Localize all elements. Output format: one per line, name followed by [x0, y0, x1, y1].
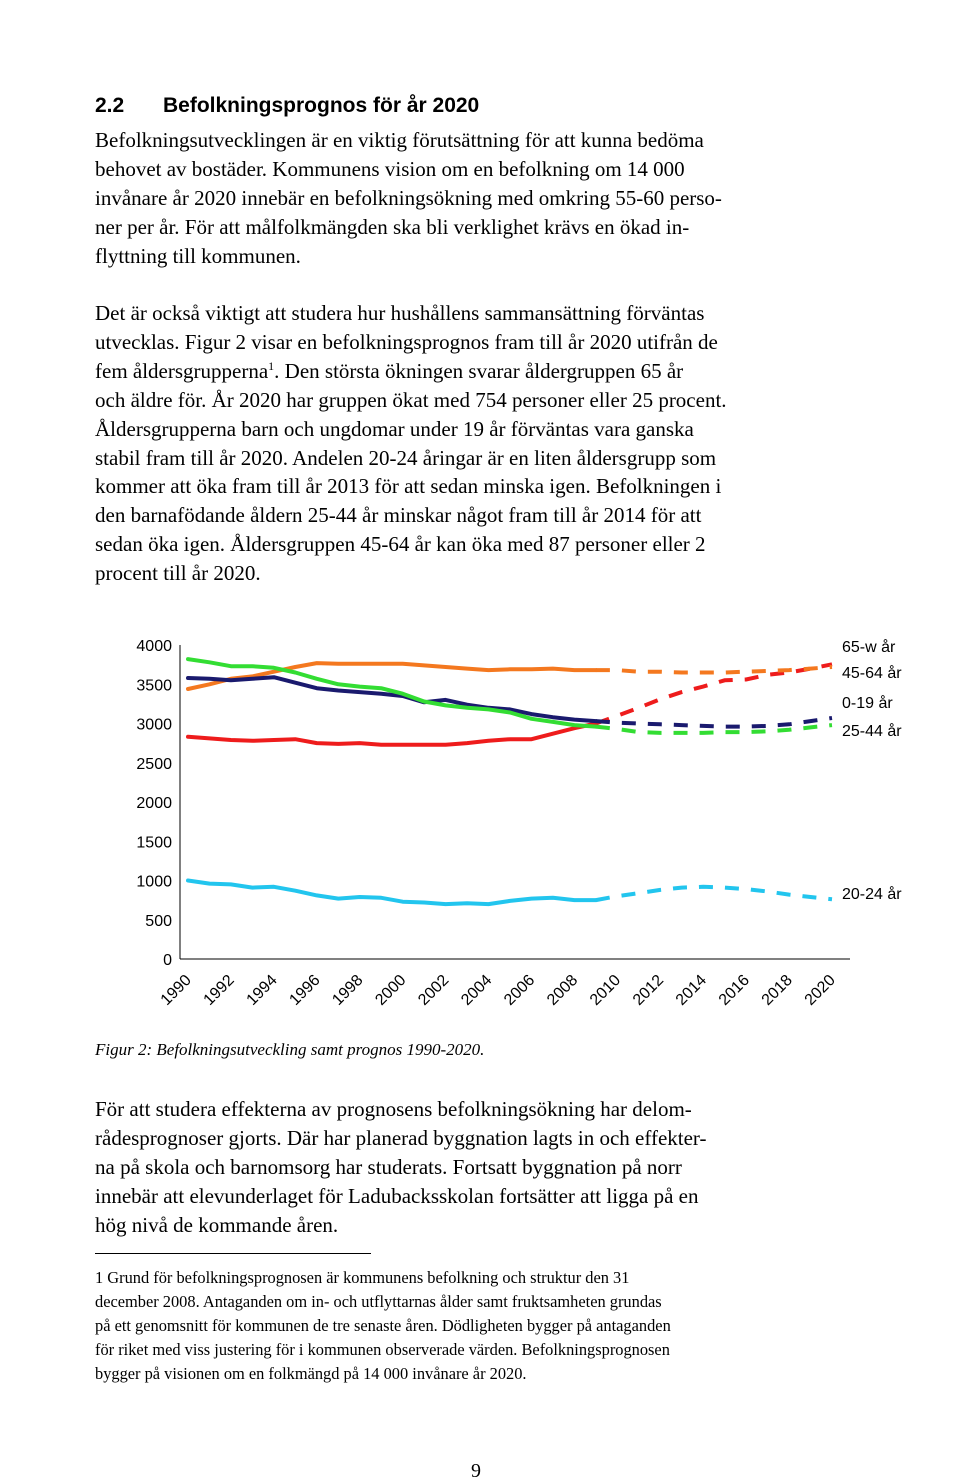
y-tick-label: 1500	[136, 834, 172, 852]
footnote-line: 1 Grund för befolkningsprognosen är kommunens befolkning och struktur den 31	[95, 1268, 630, 1287]
footnote-line: för riket med viss justering för i kommunen observerade värden. Befolkningsprognosen	[95, 1340, 670, 1359]
analysis-paragraph	[95, 299, 865, 588]
text-line: den barnafödande åldern 25-44 år minskar något fram till år 2014 för att	[95, 503, 702, 528]
closing-paragraph	[95, 1095, 865, 1240]
series-line-prognosis	[596, 718, 832, 727]
y-tick-label: 500	[145, 912, 172, 930]
text-line: innebär att elevunderlaget för Ladubacksskolan fortsätter att ligga på en	[95, 1183, 699, 1208]
population-line-chart	[0, 620, 960, 1030]
text-line: Det är också viktigt att studera hur hushållens sammansättning förväntas	[95, 301, 705, 325]
x-tick-label: 1998	[329, 971, 367, 1009]
text-line	[95, 357, 865, 386]
y-tick-label: 1000	[136, 873, 172, 891]
x-tick-label: 2020	[801, 971, 839, 1009]
series-line-actual	[188, 881, 596, 905]
section-title: Befolkningsprognos för år 2020	[163, 94, 480, 117]
text-line: sedan öka igen. Åldersgruppen 45-64 år kan öka med 87 personer eller 2	[95, 532, 706, 557]
x-tick-label: 2006	[501, 971, 539, 1009]
series-line-prognosis	[596, 887, 832, 900]
series-labels	[842, 638, 902, 903]
text-line: stabil fram till år 2020. Andelen 20-24 åringar är en liten åldersgrupp som	[95, 445, 717, 470]
x-tick-label: 2000	[372, 971, 410, 1009]
text-line: ner per år. För att målfolkmängden ska bli verklighet krävs en ökad in-	[95, 214, 690, 239]
footnote-divider	[95, 1253, 371, 1254]
text-line: invånare år 2020 innebär en befolkningsökning med omkring 55-60 perso-	[95, 185, 722, 210]
text-fragment: . Den största ökningen svarar åldergruppen 65 år	[274, 358, 684, 383]
x-tick-label: 2018	[758, 971, 796, 1009]
y-tick-label: 0	[163, 952, 172, 969]
text-line: och äldre för. År 2020 har gruppen ökat med 754 personer eller 25 procent.	[95, 387, 727, 412]
x-tick-label: 1990	[157, 971, 195, 1009]
x-tick-label: 2008	[544, 971, 582, 1009]
page-number: 9	[471, 1460, 481, 1482]
text-line: För att studera effekterna av prognosens befolkningsökning har delom-	[95, 1097, 692, 1121]
x-tick-label: 1996	[286, 971, 324, 1009]
x-tick-label: 2002	[415, 971, 453, 1009]
text-line: Åldersgrupperna barn och ungdomar under 19 år förväntas vara ganska	[95, 416, 694, 441]
x-tick-label: 2010	[586, 971, 625, 1009]
y-axis-labels	[136, 638, 172, 969]
x-tick-label: 2014	[672, 971, 711, 1009]
chart-axes	[180, 645, 850, 959]
x-tick-label: 1992	[200, 971, 238, 1009]
x-tick-label: 2004	[458, 971, 496, 1009]
y-tick-label: 3000	[136, 716, 172, 734]
y-tick-label: 2000	[136, 795, 172, 812]
y-tick-label: 3500	[136, 677, 172, 695]
y-tick-label: 4000	[136, 638, 172, 655]
text-line: hög nivå de kommande åren.	[95, 1212, 339, 1237]
section-heading	[95, 94, 479, 118]
footnote	[95, 1266, 865, 1386]
section-number: 2.2	[95, 94, 125, 117]
footnote-line: bygger på visionen om en folkmängd på 14 000 invånare år 2020.	[95, 1364, 527, 1383]
text-line: Befolkningsutvecklingen är en viktig förutsättning för att kunna bedöma	[95, 128, 704, 152]
series-label: 25-44 år	[842, 723, 902, 740]
series-lines	[188, 659, 832, 904]
footnote-line: på ett genomsnitt för kommunen de tre senaste åren. Dödligheten bygger på antaganden	[95, 1316, 671, 1335]
series-line-prognosis	[596, 664, 832, 723]
x-tick-label: 2012	[629, 971, 668, 1009]
series-label: 20-24 år	[842, 886, 902, 903]
x-tick-label: 1994	[243, 971, 281, 1009]
text-line: behovet av bostäder. Kommunens vision om en befolkning om 14 000	[95, 156, 685, 181]
series-label: 0-19 år	[842, 695, 893, 712]
footnote-line: december 2008. Antaganden om in- och utflyttarnas ålder samt fruktsamheten grundas	[95, 1292, 662, 1311]
text-line: rådesprognoser gjorts. Där har planerad byggnation lagts in och effekter-	[95, 1125, 707, 1150]
text-line: procent till år 2020.	[95, 561, 261, 586]
intro-paragraph	[95, 126, 865, 271]
footnote-marker: 1	[268, 358, 275, 373]
text-line: utvecklas. Figur 2 visar en befolkningsprognos fram till år 2020 utifrån de	[95, 329, 718, 354]
series-label: 65-w år	[842, 639, 896, 656]
text-line: kommer att öka fram till år 2013 för att sedan minska igen. Befolkningen i	[95, 474, 722, 499]
text-line: na på skola och barnomsorg har studerats. Fortsatt byggnation på norr	[95, 1154, 682, 1179]
series-line-actual	[188, 724, 596, 745]
text-fragment: fem åldersgrupperna	[95, 358, 269, 383]
series-label: 45-64 år	[842, 665, 902, 682]
figure-caption: Figur 2: Befolkningsutveckling samt prognos 1990-2020.	[95, 1040, 485, 1059]
series-line-actual	[188, 677, 596, 721]
y-tick-label: 2500	[136, 755, 172, 773]
x-axis-labels	[158, 972, 839, 1009]
text-line: flyttning till kommunen.	[95, 243, 301, 268]
series-line-prognosis	[596, 725, 832, 733]
x-tick-label: 2016	[715, 971, 753, 1009]
